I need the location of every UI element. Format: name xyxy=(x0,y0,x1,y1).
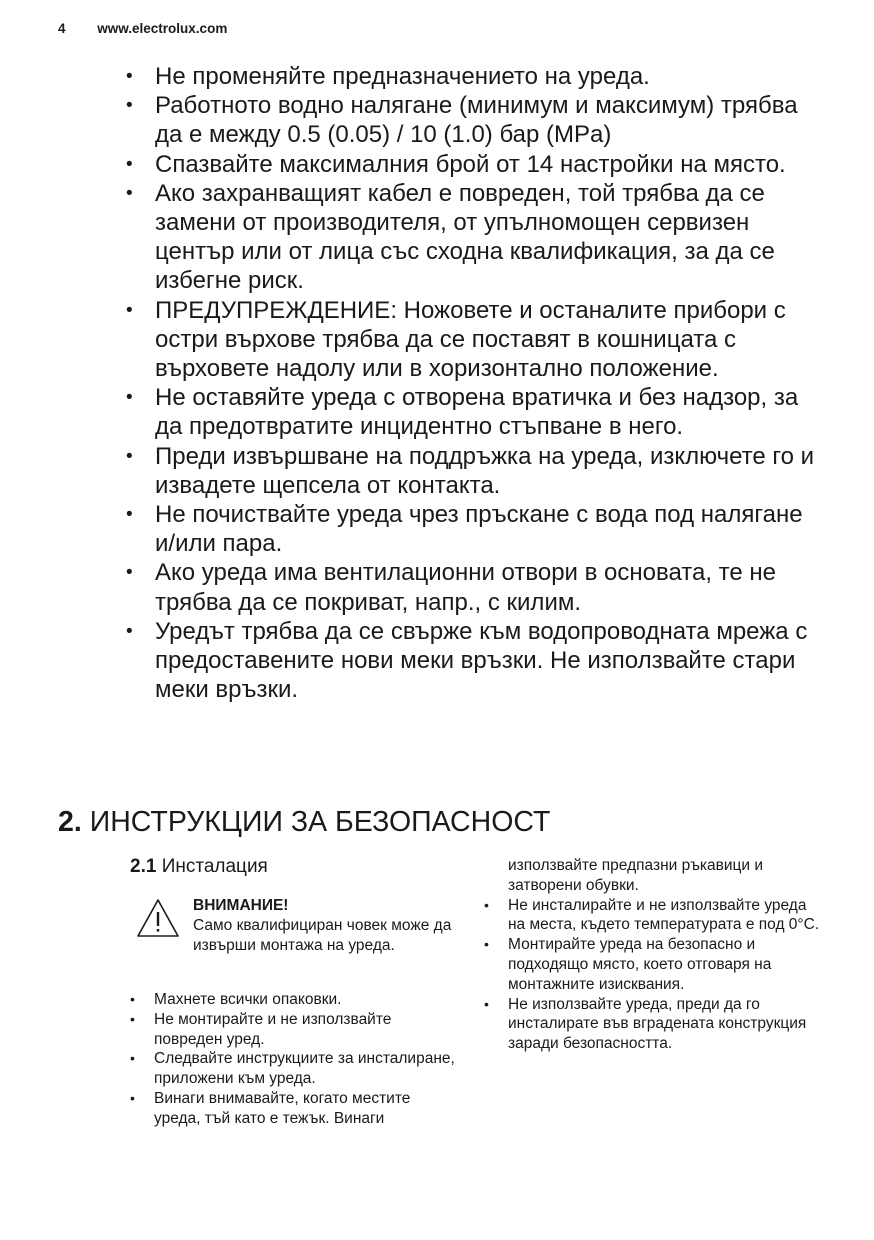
website-url: www.electrolux.com xyxy=(97,21,228,36)
list-item: • Работното водно налягане (минимум и максимум) трябва да е между 0.5 (0.05) / 10 (1.0) бар (MPa) xyxy=(126,91,826,149)
subsection-heading xyxy=(130,856,268,878)
list-item-continuation: използвайте предпазни ръкавици и затворени обувки. xyxy=(508,857,764,894)
list-item: • Махнете всички опаковки. xyxy=(130,990,460,1010)
page-header xyxy=(58,21,227,36)
list-item: • Не монтирайте и не използвайте повреден уред. xyxy=(130,1010,460,1050)
list-item: • Не почиствайте уреда чрез пръскане с вода под налягане и/или пара. xyxy=(126,500,826,558)
warning-text-block xyxy=(193,896,453,956)
warning-title: ВНИМАНИЕ! xyxy=(193,897,289,914)
list-item: • Спазвайте максималния брой от 14 настройки на място. xyxy=(126,150,826,179)
list-item: • Монтирайте уреда на безопасно и подходящо място, което отговаря на монтажните изисквания. xyxy=(484,935,824,994)
list-item: • Не оставяйте уреда с отворена вратичка и без надзор, за да предотвратите инцидентно стъпване в него. xyxy=(126,383,826,441)
warning-triangle-icon xyxy=(136,898,180,938)
section-title: ИНСТРУКЦИИ ЗА БЕЗОПАСНОСТ xyxy=(89,806,551,838)
list-item: • Не инсталирайте и не използвайте уреда на места, където температурата е под 0°C. xyxy=(484,896,824,936)
list-item: • Не променяйте предназначението на уреда. xyxy=(126,62,826,91)
list-item: • Не използвайте уреда, преди да го инсталирате във вградената конструкция заради безопасността. xyxy=(484,995,824,1054)
section-heading xyxy=(58,806,550,839)
page-number: 4 xyxy=(58,21,66,36)
list-item: • ПРЕДУПРЕЖДЕНИЕ: Ножовете и останалите прибори с остри върхове трябва да се поставят в кошницата с върховете надолу или в хоризонтално положение. xyxy=(126,296,826,384)
list-item: • Преди извършване на поддръжка на уреда, изключете го и извадете щепсела от контакта. xyxy=(126,442,826,500)
list-item: • Следвайте инструкциите за инсталиране, приложени към уреда. xyxy=(130,1049,460,1089)
list-item: • Уредът трябва да се свърже към водопроводната мрежа с предоставените нови меки връзки. Не използвайте стари меки връзки. xyxy=(126,617,826,705)
installation-list-left xyxy=(130,990,460,1129)
safety-bullet-list xyxy=(126,62,826,704)
list-item: • Ако уреда има вентилационни отвори в основата, те не трябва да се покриват, напр., с килим. xyxy=(126,558,826,616)
warning-text: Само квалифициран човек може да извърши монтажа на уреда. xyxy=(193,917,452,954)
subsection-title: Инсталация xyxy=(161,856,268,877)
list-item: • Ако захранващият кабел е повреден, той трябва да се замени от производителя, от упълномощен сервизен център или от лица със сходна квалификация, за да се избегне риск. xyxy=(126,179,826,296)
subsection-number: 2.1 xyxy=(130,856,157,877)
list-item: • Винаги внимавайте, когато местите уреда, тъй като е тежък. Винаги xyxy=(130,1089,460,1129)
installation-list-right xyxy=(484,856,824,1054)
section-number: 2. xyxy=(58,806,82,838)
